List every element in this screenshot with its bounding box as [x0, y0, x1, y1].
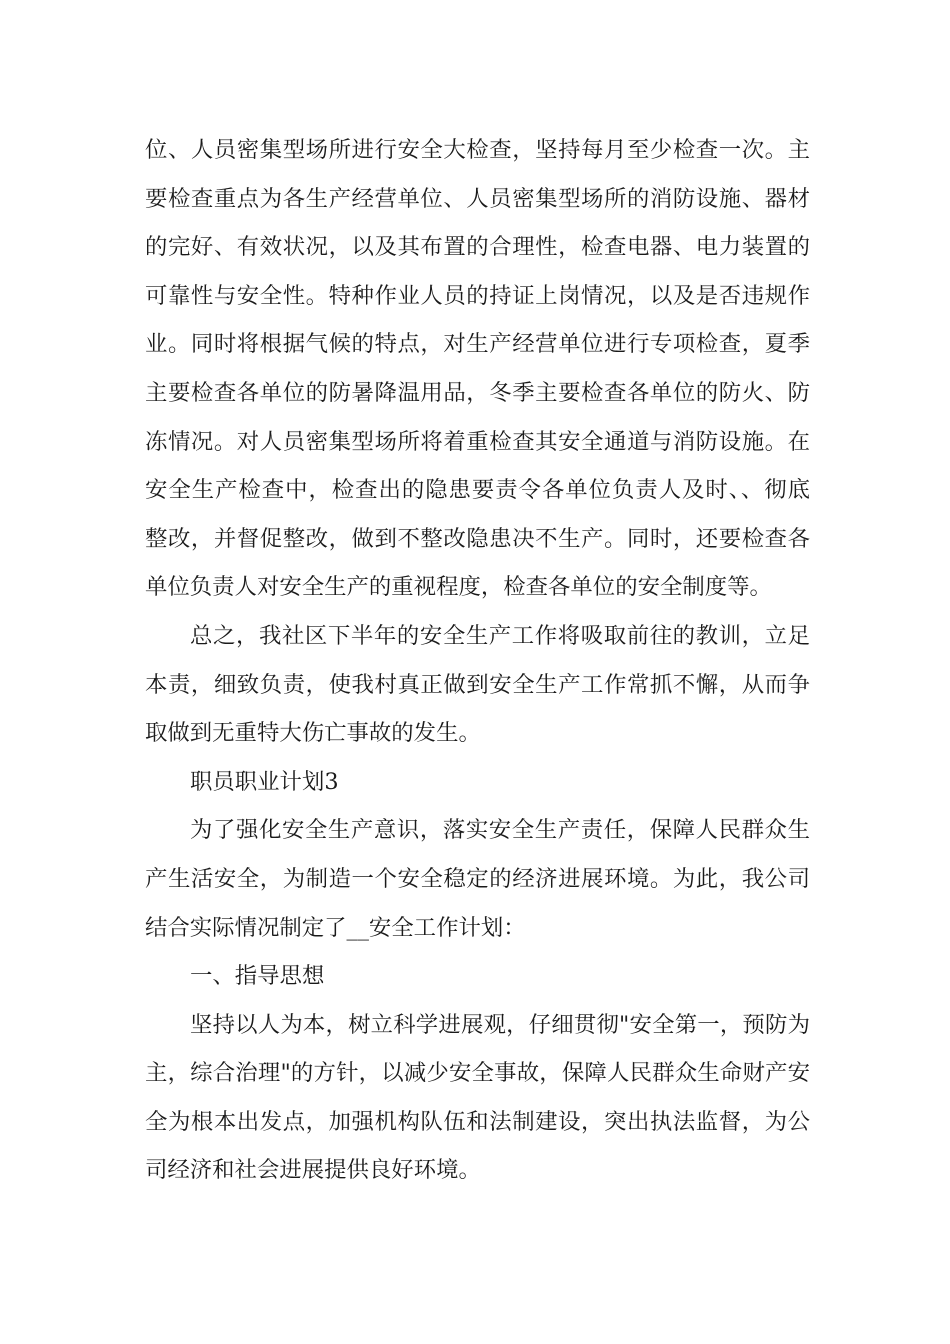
text-line: 坚持以人为本，树立科学进展观，仔细贯彻"安全第一，预防为	[190, 1011, 810, 1038]
text-line: 要检查重点为各生产经营单位、人员密集型场所的消防设施、器材	[145, 185, 810, 212]
heading-line: 一、指导思想	[190, 963, 325, 990]
text-line: 的完好、有效状况，以及其布置的合理性，检查电器、电力装置的	[145, 234, 810, 261]
text-line: 主，综合治理"的方针，以减少安全事故，保障人民群众生命财产安	[145, 1060, 810, 1087]
text-line: 取做到无重特大伤亡事故的发生。	[145, 720, 481, 747]
text-line: 整改，并督促整改，做到不整改隐患决不生产。同时，还要检查各	[145, 525, 810, 552]
text-line: 单位负责人对安全生产的重视程度，检查各单位的安全制度等。	[145, 574, 772, 601]
text-line: 总之，我社区下半年的安全生产工作将吸取前往的教训，立足	[190, 622, 810, 649]
text-line: 司经济和社会进展提供良好环境。	[145, 1157, 481, 1184]
text-line: 主要检查各单位的防暑降温用品，冬季主要检查各单位的防火、防	[145, 379, 810, 406]
text-line: 全为根本出发点，加强机构队伍和法制建设，突出执法监督，为公	[145, 1108, 810, 1135]
text-line: 安全生产检查中，检查出的隐患要责令各单位负责人及时、、彻底	[145, 477, 810, 504]
section-heading-plan-3	[145, 758, 810, 807]
paragraph-guiding-ideology	[145, 1001, 810, 1195]
paragraph-safety-inspection	[145, 126, 810, 612]
heading-line: 职员职业计划3	[190, 768, 339, 795]
document-page	[145, 126, 810, 1195]
text-line: 可靠性与安全性。特种作业人员的持证上岗情况，以及是否违规作	[145, 282, 810, 309]
text-line: 本责，细致负责，使我村真正做到安全生产工作常抓不懈，从而争	[145, 671, 810, 698]
paragraph-summary	[145, 612, 810, 758]
text-line: 为了强化安全生产意识，落实安全生产责任，保障人民群众生	[190, 817, 810, 844]
text-line: 结合实际情况制定了__安全工作计划：	[145, 914, 526, 941]
text-line: 冻情况。对人员密集型场所将着重检查其安全通道与消防设施。在	[145, 428, 810, 455]
text-line: 产生活安全，为制造一个安全稳定的经济进展环境。为此，我公司	[145, 865, 810, 892]
paragraph-introduction	[145, 806, 810, 952]
text-line: 位、人员密集型场所进行安全大检查，坚持每月至少检查一次。主	[145, 137, 810, 163]
section-heading-guiding-ideology	[145, 952, 810, 1001]
text-line: 业。同时将根据气候的特点，对生产经营单位进行专项检查，夏季	[145, 331, 810, 358]
